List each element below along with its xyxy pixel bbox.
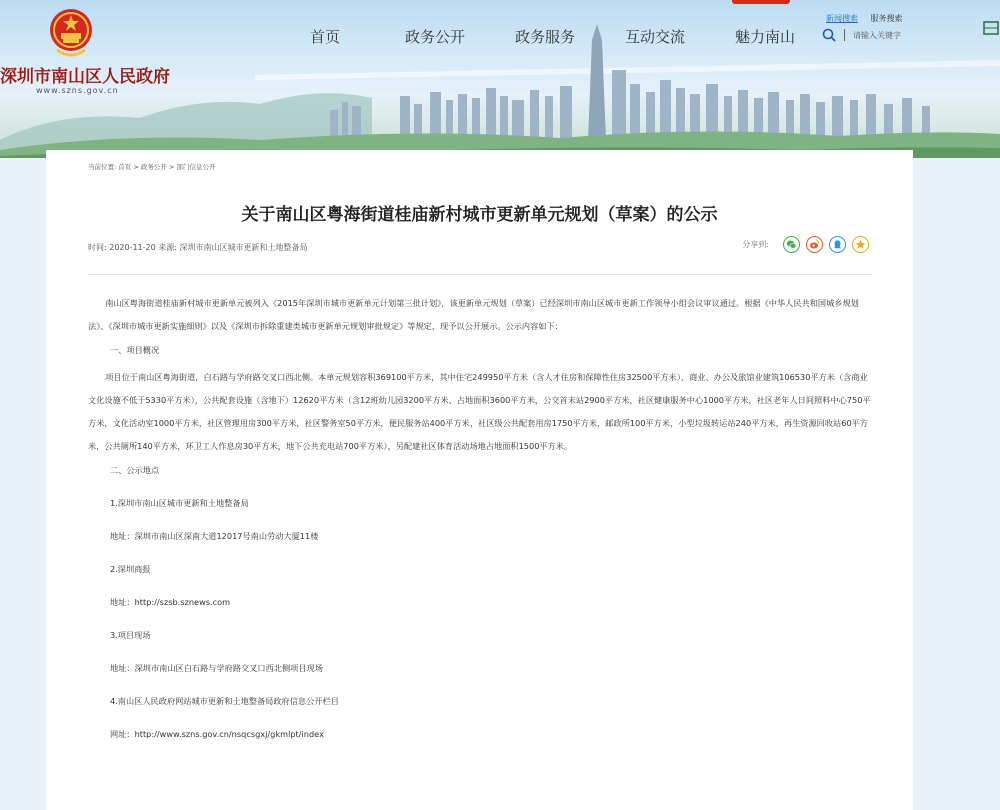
breadcrumb-dept-info[interactable]: 部门信息公开: [176, 163, 216, 171]
location-item: 地址：深圳市南山区深南大道12017号南山劳动大厦11楼: [110, 531, 319, 541]
location-item: 1.深圳市南山区城市更新和土地整备局: [110, 498, 249, 508]
article-card: [46, 150, 913, 810]
nav-gov-affairs-open[interactable]: 政务公开: [404, 28, 465, 46]
share-bar: [742, 236, 869, 253]
search-input[interactable]: [853, 31, 923, 40]
site-url: www.szns.gov.cn: [36, 86, 119, 95]
location-item: 地址：深圳市南山区白石路与学府路交叉口西北侧项目现场: [110, 663, 323, 673]
page-title: 关于南山区粤海街道桂庙新村城市更新单元规划（草案）的公示: [241, 205, 718, 225]
nav-home[interactable]: 首页: [309, 28, 340, 46]
breadcrumb: [88, 162, 216, 171]
qq-icon[interactable]: [829, 236, 846, 253]
qzone-icon[interactable]: [852, 236, 869, 253]
breadcrumb-home[interactable]: 首页: [118, 163, 132, 171]
breadcrumb-separator: >: [168, 163, 175, 171]
section-heading: 二、公示地点: [110, 465, 160, 475]
breadcrumb-separator: >: [133, 163, 139, 171]
news-search-link[interactable]: 新闻搜索: [826, 14, 858, 23]
section-heading: 一、项目概况: [110, 345, 160, 355]
nav-interaction[interactable]: 互动交流: [624, 28, 685, 46]
header-banner: [0, 0, 1000, 158]
location-item: 4.南山区人民政府网站城市更新和土地整备局政府信息公开栏目: [110, 696, 339, 706]
intro-paragraph: 南山区粤海街道桂庙新村城市更新单元被列入《2015年深圳市城市更新单元计划第三批计划》，该更新单元规划（草案）已经深圳市南山区城市更新工作领导小组会议审议通过。根据《中华人民共和国城乡规划法》、《深圳市城市更新实施细则》以及《深圳市拆除重建类城市更新单元规划审批规定》等规定，现予以公开展示。公示内容如下：: [88, 298, 859, 331]
search-bar: [822, 28, 923, 42]
main-nav: [270, 26, 820, 47]
red-top-tab: [732, 0, 790, 4]
nav-gov-services[interactable]: 政务服务: [514, 28, 575, 46]
national-emblem-icon: [48, 6, 94, 60]
search-separator: [844, 29, 845, 41]
nav-charm-nanshan[interactable]: 魅力南山: [734, 28, 795, 46]
section-paragraph: 项目位于南山区粤海街道，白石路与学府路交叉口西北侧。本单元规划容积369100平方米，其中住宅249950平方米（含人才住房和保障性住房32500平方米），商业、办公及旅馆业建筑106530平方米（含商业文化设施不低于5330平方米），公共配套设施（含地下）12620平方米（含12班幼儿园3200平方米、占地面积3600平方米，公交首末站2900平方米，社区健康服务中心1000平方米，社区老年人日间照料中心750平方米，文化活动室1000平方米，社区管理用房300平方米，社区警务室50平方米，便民服务站400平方米，社区级公共配套用房1750平方米，邮政所100平方米，小型垃圾转运站240平方米，再生资源回收站60平方米，公共厕所140平方米，环卫工人作息房30平方米，地下公共充电站700平方米），另配建社区体育活动场地占地面积1500平方米。: [88, 372, 871, 451]
article-meta: 时间: 2020-11-20 来源: 深圳市南山区城市更新和土地整备局: [88, 243, 308, 252]
location-item: 3.项目现场: [110, 630, 151, 640]
site-name[interactable]: 深圳市南山区人民政府: [0, 67, 170, 87]
partial-logo-icon: [982, 20, 1000, 36]
share-label: 分享到:: [742, 240, 769, 249]
breadcrumb-label: 当前位置:: [88, 163, 117, 171]
wechat-icon[interactable]: [783, 236, 800, 253]
location-link[interactable]: 网址：http://www.szns.gov.cn/nsqcsgxj/gkmlpt/index: [110, 729, 324, 739]
divider: [88, 274, 872, 275]
article-body: [88, 292, 874, 741]
weibo-icon[interactable]: [806, 236, 823, 253]
search-icon[interactable]: [822, 28, 836, 42]
service-search-link[interactable]: 服务搜索: [870, 14, 903, 23]
search-type-links: [826, 13, 903, 24]
location-link[interactable]: 地址：http://szsb.sznews.com: [110, 597, 231, 607]
breadcrumb-gov-affairs-open[interactable]: 政务公开: [140, 163, 167, 171]
location-item: 2.深圳商报: [110, 564, 151, 574]
